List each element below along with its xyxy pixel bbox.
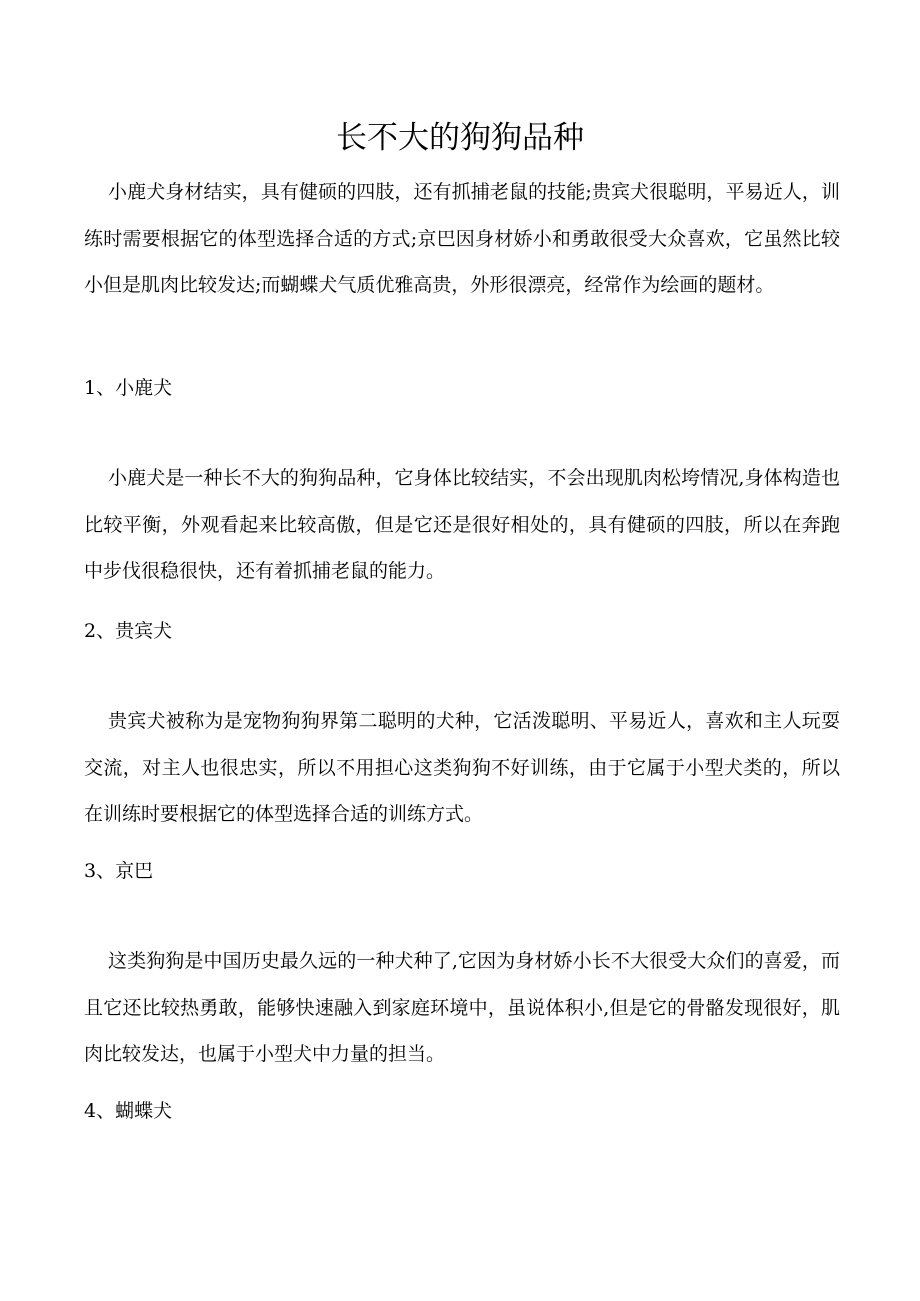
section-body-chihuahua: 小鹿犬是一种长不大的狗狗品种，它身体比较结实，不会出现肌肉松垮情况,身体构造也比较平衡，外观看起来比较高傲，但是它还是很好相处的，具有健硕的四肢，所以在奔跑中步伐很稳很快，还有着抓捕老鼠的能力。 [84, 467, 840, 582]
intro-paragraph: 小鹿犬身材结实，具有健硕的四肢，还有抓捕老鼠的技能;贵宾犬很聪明，平易近人，训练时需要根据它的体型选择合适的方式;京巴因身材娇小和勇敢很受大众喜欢，它虽然比较小但是肌肉比较发达;而蝴蝶犬气质优雅高贵，外形很漂亮，经常作为绘画的题材。 [84, 181, 840, 296]
section-body-pekingese: 这类狗狗是中国历史最久远的一种犬种了,它因为身材娇小长不大很受大众们的喜爱，而且它还比较热勇敢，能够快速融入到家庭环境中，虽说体积小,但是它的骨骼发现很好，肌肉比较发达，也属于小型犬中力量的担当。 [84, 950, 840, 1065]
section-heading-pekingese: 3、京巴 [84, 860, 154, 882]
section-heading-papillon: 4、蝴蝶犬 [84, 1100, 173, 1122]
section-body-poodle: 贵宾犬被称为是宠物狗狗界第二聪明的犬种，它活泼聪明、平易近人，喜欢和主人玩耍交流，对主人也很忠实，所以不用担心这类狗狗不好训练，由于它属于小型犬类的，所以在训练时要根据它的体型选择合适的训练方式。 [84, 710, 840, 825]
page-title: 长不大的狗狗品种 [336, 120, 584, 156]
section-heading-poodle: 2、贵宾犬 [84, 620, 173, 642]
section-heading-chihuahua: 1、小鹿犬 [84, 377, 173, 399]
